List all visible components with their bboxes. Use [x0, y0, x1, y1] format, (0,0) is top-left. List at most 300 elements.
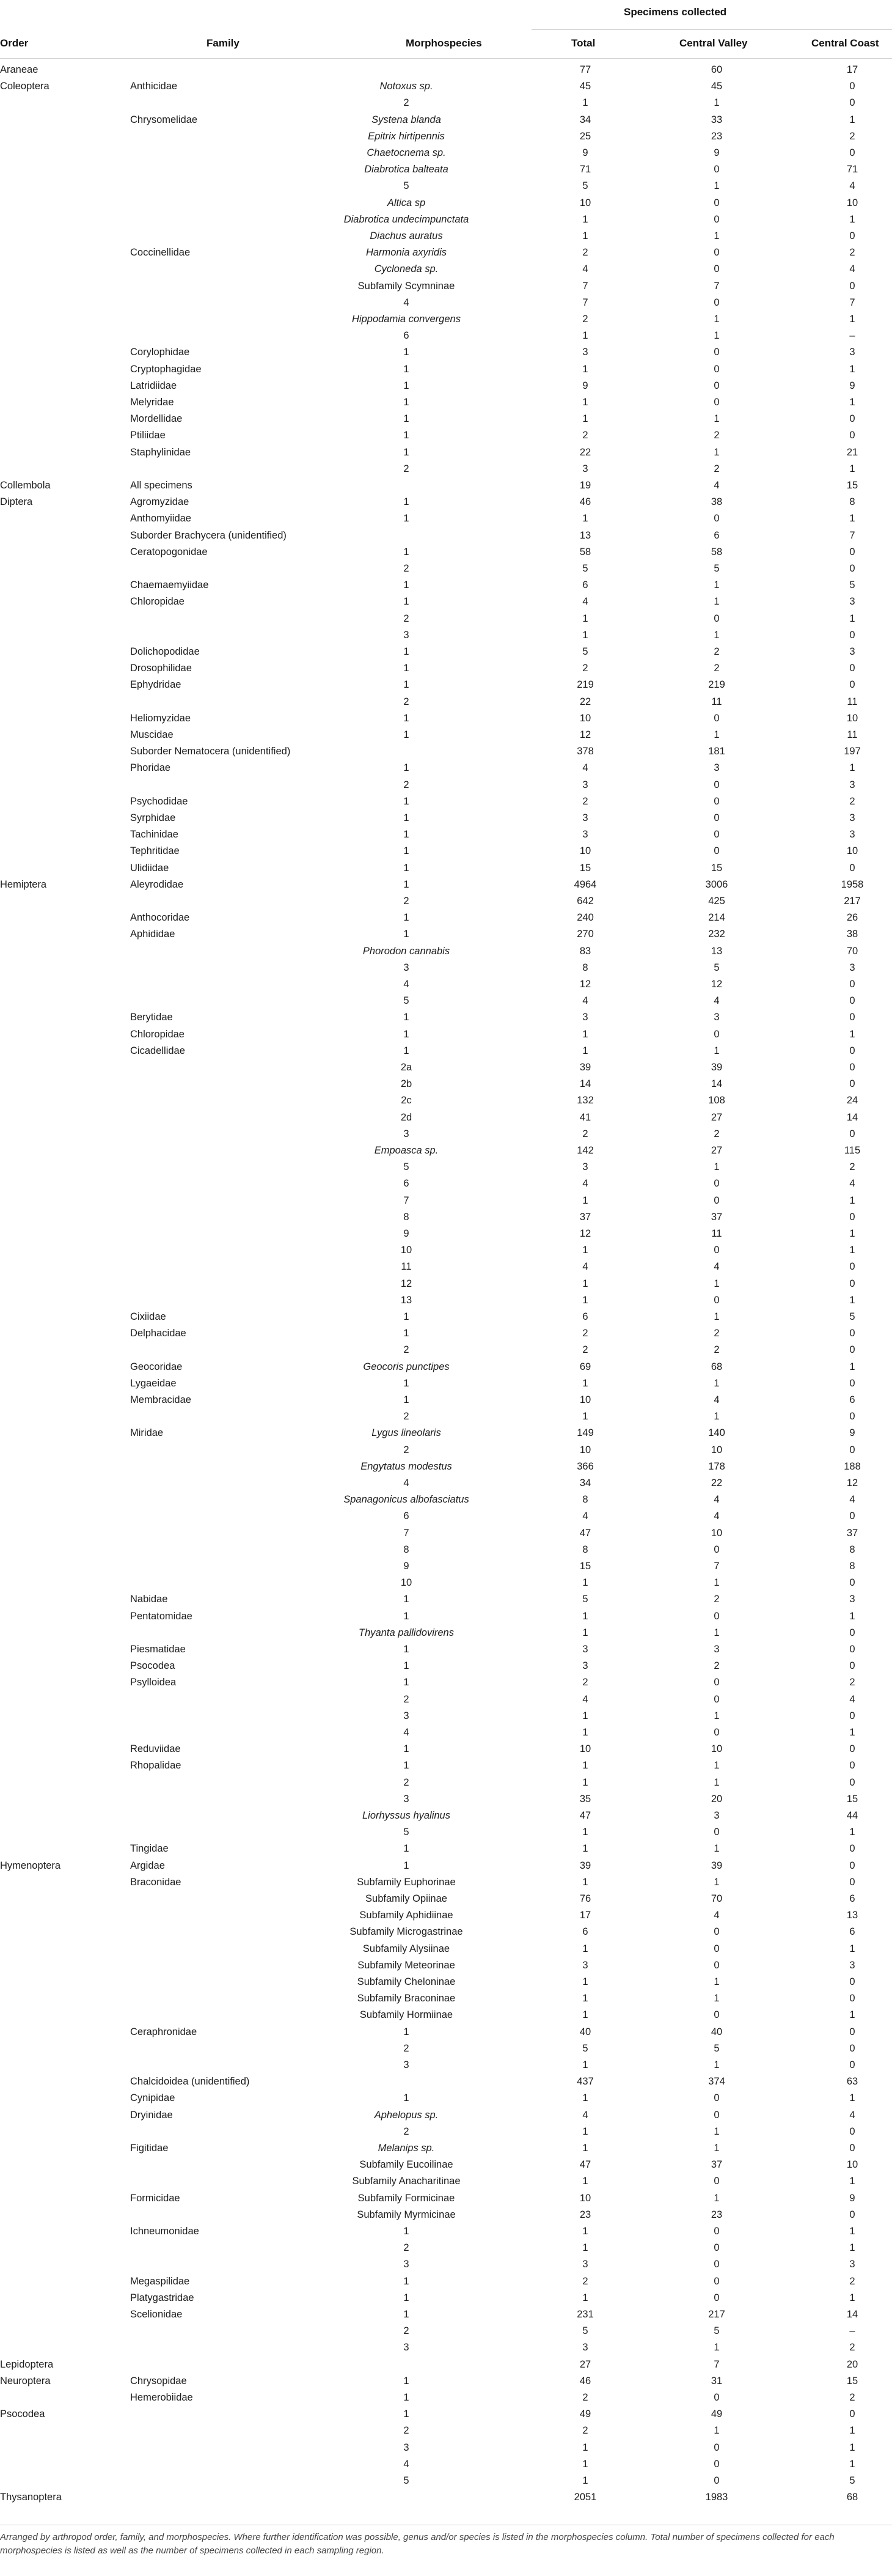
morphospecies-cell: Engytatus modestus: [360, 1460, 452, 1472]
total-cell: 5: [582, 2325, 588, 2337]
morphospecies-cell: 1: [403, 829, 409, 841]
family-cell: Formicidae: [130, 2192, 180, 2204]
central-valley-cell: 1: [714, 2342, 720, 2353]
morphospecies-cell: 1: [403, 663, 409, 674]
table-row: [0, 2406, 892, 2423]
header-bottom-rule: [0, 58, 892, 59]
order-cell: Hymenoptera: [0, 1860, 61, 1871]
table-row: [0, 1026, 892, 1043]
morphospecies-cell: 2d: [400, 1111, 412, 1123]
total-cell: 1: [582, 1727, 588, 1738]
total-cell: 3: [582, 829, 588, 841]
table-row: [0, 577, 892, 594]
morphospecies-cell: 3: [403, 629, 409, 641]
family-cell: Melyridae: [130, 397, 174, 408]
total-cell: 5: [582, 2042, 588, 2054]
total-cell: 10: [579, 2192, 591, 2204]
total-cell: 8: [582, 1494, 588, 1506]
total-cell: 378: [577, 746, 594, 757]
table-row: [0, 2074, 892, 2090]
family-cell: Dryinidae: [130, 2109, 173, 2121]
central-coast-cell: 0: [849, 546, 855, 558]
total-cell: 1: [582, 1610, 588, 1622]
central-valley-cell: 1: [714, 180, 720, 192]
table-row: [0, 1575, 892, 1591]
total-cell: 2: [582, 1328, 588, 1339]
central-coast-cell: 1: [849, 762, 855, 774]
central-coast-cell: 10: [846, 2159, 858, 2171]
total-cell: 41: [579, 1111, 591, 1123]
table-row: [0, 1841, 892, 1857]
central-valley-cell: 1: [714, 1760, 720, 1772]
central-coast-cell: 1: [849, 2092, 855, 2104]
central-coast-cell: 0: [849, 2409, 855, 2420]
central-coast-cell: 11: [847, 696, 858, 707]
total-cell: 27: [579, 2358, 591, 2370]
central-coast-cell: 0: [849, 1062, 855, 1073]
morphospecies-cell: Subfamily Braconinae: [357, 1993, 456, 2004]
total-cell: 1: [582, 1943, 588, 1954]
central-coast-cell: 4: [849, 180, 855, 192]
central-coast-cell: 0: [849, 979, 855, 990]
morphospecies-cell: 2: [403, 1776, 409, 1788]
central-coast-cell: 0: [849, 1760, 855, 1772]
central-valley-cell: 0: [714, 779, 720, 790]
table-row: [0, 810, 892, 826]
central-coast-cell: 0: [849, 1278, 855, 1289]
total-cell: 14: [579, 1078, 591, 1090]
total-cell: 39: [579, 1860, 591, 1871]
central-coast-cell: 2: [849, 1161, 855, 1173]
total-cell: 3: [582, 347, 588, 358]
central-valley-cell: 219: [708, 679, 725, 691]
morphospecies-cell: 8: [403, 1211, 409, 1223]
table-row: [0, 378, 892, 394]
central-valley-cell: 1: [714, 1161, 720, 1173]
central-coast-cell: 1: [849, 114, 855, 125]
central-coast-cell: 3: [849, 2259, 855, 2270]
morphospecies-cell: 2: [403, 2042, 409, 2054]
header-order: Order: [0, 37, 29, 49]
total-cell: 1: [582, 2125, 588, 2137]
table-row: [0, 1309, 892, 1325]
header-specimens-collected: Specimens collected: [624, 6, 727, 18]
table-row: [0, 2273, 892, 2290]
central-coast-cell: 1: [849, 2292, 855, 2303]
total-cell: 23: [579, 2209, 591, 2220]
morphospecies-cell: 1: [403, 496, 409, 508]
table-row: [0, 195, 892, 212]
table-row: [0, 2223, 892, 2240]
central-valley-cell: 23: [711, 2209, 723, 2220]
order-cell: Psocodea: [0, 2409, 45, 2420]
central-valley-cell: 0: [714, 164, 720, 175]
central-valley-cell: 1: [714, 314, 720, 325]
total-cell: 4: [582, 995, 588, 1007]
central-coast-cell: 13: [846, 1910, 858, 1921]
total-cell: 4: [582, 1511, 588, 1522]
morphospecies-cell: 1: [403, 929, 409, 940]
total-cell: 2: [582, 2425, 588, 2437]
central-valley-cell: 0: [714, 2292, 720, 2303]
central-coast-cell: 2: [849, 2392, 855, 2403]
morphospecies-cell: 1: [403, 2392, 409, 2403]
central-valley-cell: 1: [714, 1843, 720, 1855]
table-row: [0, 743, 892, 760]
total-cell: 4: [582, 1693, 588, 1705]
central-valley-cell: 1: [714, 1876, 720, 1888]
table-row: [0, 2423, 892, 2439]
central-valley-cell: 0: [714, 2475, 720, 2486]
total-cell: 1: [582, 1627, 588, 1638]
morphospecies-cell: Subfamily Anacharitinae: [352, 2176, 461, 2187]
total-cell: 1: [582, 2442, 588, 2453]
family-cell: Chalcidoidea (unidentified): [130, 2076, 250, 2088]
morphospecies-cell: 10: [400, 1577, 412, 1589]
table-row: [0, 245, 892, 261]
central-coast-cell: 1: [849, 2442, 855, 2453]
family-cell: Anthomyiidae: [130, 513, 191, 524]
central-coast-cell: 8: [849, 1561, 855, 1572]
table-row: [0, 1674, 892, 1691]
table-row: [0, 2124, 892, 2140]
header-morphospecies: Morphospecies: [406, 37, 482, 49]
total-cell: 34: [579, 1478, 591, 1489]
morphospecies-cell: Subfamily Cheloninae: [357, 1976, 456, 1987]
central-coast-cell: 37: [846, 1527, 858, 1539]
central-valley-cell: 1983: [705, 2492, 728, 2503]
central-valley-cell: 7: [714, 280, 720, 292]
central-coast-cell: 1: [849, 1194, 855, 1206]
central-coast-cell: 14: [846, 1111, 858, 1123]
morphospecies-cell: Geocoris punctipes: [363, 1361, 450, 1372]
central-coast-cell: 21: [846, 446, 858, 458]
morphospecies-cell: 1: [403, 347, 409, 358]
morphospecies-cell: 13: [400, 1294, 412, 1306]
central-valley-cell: 0: [714, 1294, 720, 1306]
morphospecies-cell: 2: [403, 563, 409, 574]
family-cell: Megaspilidae: [130, 2275, 190, 2287]
family-cell: Berytidae: [130, 1012, 173, 1023]
central-valley-cell: 38: [711, 496, 723, 508]
central-coast-cell: 0: [849, 1743, 855, 1755]
table-row: [0, 1209, 892, 1226]
central-coast-cell: 26: [846, 912, 858, 924]
family-cell: Chrysomelidae: [130, 114, 198, 125]
central-coast-cell: 6: [849, 1893, 855, 1904]
table-row: [0, 594, 892, 610]
total-cell: 4: [582, 263, 588, 275]
table-row: [0, 1425, 892, 1441]
table-row: [0, 2339, 892, 2356]
family-cell: Rhopalidae: [130, 1760, 181, 1772]
central-valley-cell: 3: [714, 762, 720, 774]
morphospecies-cell: Subfamily Aphidiinae: [359, 1910, 453, 1921]
total-cell: 1: [582, 1245, 588, 1256]
table-row: [0, 344, 892, 361]
total-cell: 2: [582, 247, 588, 259]
central-coast-cell: 217: [844, 896, 861, 907]
central-valley-cell: 11: [711, 696, 722, 707]
total-cell: 1: [582, 1045, 588, 1056]
table-row: [0, 1858, 892, 1874]
table-row: [0, 295, 892, 311]
central-valley-cell: 0: [714, 247, 720, 259]
family-cell: Miridae: [130, 1427, 164, 1439]
total-cell: 1: [582, 629, 588, 641]
table-row: [0, 361, 892, 378]
morphospecies-cell: 3: [403, 2059, 409, 2070]
central-valley-cell: 27: [711, 1145, 723, 1156]
central-valley-cell: 4: [714, 1261, 720, 1273]
total-cell: 1: [582, 97, 588, 109]
morphospecies-cell: 1: [403, 363, 409, 375]
central-valley-cell: 0: [714, 795, 720, 807]
table-row: [0, 1708, 892, 1724]
table-row: [0, 1508, 892, 1525]
family-cell: Drosophilidae: [130, 663, 192, 674]
central-valley-cell: 1: [714, 230, 720, 241]
central-coast-cell: 9: [849, 1427, 855, 1439]
table-row: [0, 228, 892, 245]
central-coast-cell: 0: [849, 2125, 855, 2137]
central-coast-cell: 0: [849, 1976, 855, 1987]
table-row: [0, 677, 892, 693]
total-cell: 3: [582, 1959, 588, 1971]
table-row: [0, 1292, 892, 1309]
table-row: [0, 727, 892, 743]
central-valley-cell: 0: [714, 1610, 720, 1622]
central-valley-cell: 2: [714, 663, 720, 674]
morphospecies-cell: 1: [403, 397, 409, 408]
total-cell: 219: [577, 679, 594, 691]
central-coast-cell: 1: [849, 2425, 855, 2437]
central-valley-cell: 3: [714, 1012, 720, 1023]
morphospecies-cell: 2: [403, 463, 409, 474]
central-coast-cell: 1: [849, 1361, 855, 1372]
central-valley-cell: 1: [714, 97, 720, 109]
central-valley-cell: 7: [714, 1561, 720, 1572]
header-total: Total: [571, 37, 596, 49]
central-valley-cell: 15: [711, 862, 723, 874]
family-cell: Cynipidae: [130, 2092, 175, 2104]
morphospecies-cell: 1: [403, 2226, 409, 2237]
central-valley-cell: 0: [714, 363, 720, 375]
total-cell: 1: [582, 1876, 588, 1888]
family-cell: Ephydridae: [130, 679, 181, 691]
central-coast-cell: 5: [849, 1311, 855, 1322]
central-coast-cell: 5: [849, 2475, 855, 2486]
total-cell: 22: [579, 446, 591, 458]
total-cell: 1: [582, 1760, 588, 1772]
table-row: [0, 2390, 892, 2406]
central-valley-cell: 1: [714, 629, 720, 641]
central-coast-cell: 1: [849, 1028, 855, 1040]
total-cell: 1: [582, 2458, 588, 2470]
central-coast-cell: 1: [849, 1228, 855, 1239]
table-row: [0, 1492, 892, 1508]
header-central-valley: Central Valley: [679, 37, 748, 49]
family-cell: Piesmatidae: [130, 1644, 186, 1655]
central-coast-cell: 0: [849, 663, 855, 674]
total-cell: 1: [582, 330, 588, 342]
central-coast-cell: 1: [849, 2458, 855, 2470]
total-cell: 10: [579, 197, 591, 208]
family-cell: Tingidae: [130, 1843, 169, 1855]
table-row: [0, 1907, 892, 1924]
central-valley-cell: 0: [714, 1194, 720, 1206]
morphospecies-cell: 1: [403, 912, 409, 924]
central-coast-cell: 0: [849, 1644, 855, 1655]
total-cell: 240: [577, 912, 594, 924]
morphospecies-cell: 2: [403, 2125, 409, 2137]
morphospecies-cell: Subfamily Scymninae: [357, 280, 455, 292]
morphospecies-cell: Phorodon cannabis: [362, 945, 450, 957]
central-coast-cell: 1: [849, 213, 855, 225]
central-valley-cell: 23: [711, 130, 723, 142]
total-cell: 12: [579, 1228, 591, 1239]
central-valley-cell: 0: [714, 263, 720, 275]
morphospecies-cell: 2a: [400, 1062, 412, 1073]
morphospecies-cell: 11: [401, 1261, 412, 1273]
central-coast-cell: 0: [849, 1012, 855, 1023]
central-valley-cell: 11: [711, 1228, 722, 1239]
central-coast-cell: 10: [846, 712, 858, 724]
morphospecies-cell: 1: [403, 1760, 409, 1772]
central-valley-cell: 40: [711, 2026, 723, 2037]
central-valley-cell: 0: [714, 2176, 720, 2187]
central-coast-cell: 4: [849, 1178, 855, 1190]
central-valley-cell: 10: [711, 1527, 723, 1539]
morphospecies-cell: Aphelopus sp.: [374, 2109, 439, 2121]
central-valley-cell: 1: [714, 1627, 720, 1638]
table-row: [0, 1193, 892, 1209]
morphospecies-cell: 3: [403, 1710, 409, 1721]
morphospecies-cell: 4: [403, 1478, 409, 1489]
table-row: [0, 2290, 892, 2306]
central-coast-cell: 0: [849, 1377, 855, 1389]
total-cell: 4: [582, 1261, 588, 1273]
total-cell: 1: [582, 1294, 588, 1306]
table-row: [0, 2440, 892, 2456]
morphospecies-cell: 8: [403, 1544, 409, 1555]
central-coast-cell: 8: [849, 1544, 855, 1555]
table-row: [0, 760, 892, 776]
central-coast-cell: 115: [844, 1145, 861, 1156]
central-valley-cell: 70: [711, 1893, 723, 1904]
morphospecies-cell: 1: [403, 1843, 409, 1855]
family-cell: Argidae: [130, 1860, 165, 1871]
total-cell: 1: [582, 213, 588, 225]
morphospecies-cell: 1: [403, 1644, 409, 1655]
order-cell: Thysanoptera: [0, 2492, 62, 2503]
total-cell: 5: [582, 1594, 588, 1605]
central-coast-cell: 0: [849, 862, 855, 874]
morphospecies-cell: Diabrotica balteata: [364, 164, 448, 175]
central-coast-cell: 10: [846, 845, 858, 857]
total-cell: 69: [579, 1361, 591, 1372]
central-valley-cell: 2: [714, 1344, 720, 1356]
central-valley-cell: 7: [714, 2358, 720, 2370]
morphospecies-cell: Systena blanda: [371, 114, 441, 125]
central-valley-cell: 4: [714, 1494, 720, 1506]
central-coast-cell: 2: [849, 2342, 855, 2353]
morphospecies-cell: Notoxus sp.: [379, 81, 433, 92]
central-coast-cell: 0: [849, 97, 855, 109]
central-coast-cell: –: [849, 330, 855, 342]
central-valley-cell: 68: [711, 1361, 723, 1372]
morphospecies-cell: 1: [403, 380, 409, 391]
total-cell: 4: [582, 1178, 588, 1190]
morphospecies-cell: 4: [403, 979, 409, 990]
central-coast-cell: 44: [846, 1810, 858, 1821]
family-cell: All specimens: [130, 480, 192, 491]
morphospecies-cell: Empoasca sp.: [374, 1145, 439, 1156]
table-row: [0, 1092, 892, 1109]
morphospecies-cell: 9: [403, 1228, 409, 1239]
central-valley-cell: 1: [714, 1411, 720, 1422]
morphospecies-cell: Subfamily Formicinae: [357, 2192, 455, 2204]
morphospecies-cell: Subfamily Opiinae: [365, 1893, 447, 1904]
central-coast-cell: 0: [849, 629, 855, 641]
central-coast-cell: 3: [849, 812, 855, 823]
morphospecies-cell: 2: [403, 2242, 409, 2254]
central-coast-cell: 0: [849, 2042, 855, 2054]
table-row: [0, 1775, 892, 1791]
morphospecies-cell: Lygus lineolaris: [371, 1427, 441, 1439]
central-coast-cell: 1: [849, 2226, 855, 2237]
central-coast-cell: 0: [849, 2143, 855, 2154]
table-row: [0, 777, 892, 793]
table-row: [0, 1342, 892, 1358]
central-valley-cell: 0: [714, 2442, 720, 2453]
table-row: [0, 1325, 892, 1342]
central-valley-cell: 1: [714, 580, 720, 591]
central-valley-cell: 0: [714, 1943, 720, 1954]
total-cell: 2051: [574, 2492, 597, 2503]
table-row: [0, 2256, 892, 2273]
central-valley-cell: 0: [714, 2392, 720, 2403]
morphospecies-cell: 1: [403, 430, 409, 441]
central-valley-cell: 5: [714, 962, 720, 973]
total-cell: 5: [582, 180, 588, 192]
central-valley-cell: 5: [714, 2042, 720, 2054]
morphospecies-cell: 1: [403, 1677, 409, 1688]
family-cell: Pentatomidae: [130, 1610, 192, 1622]
table-row: [0, 161, 892, 178]
central-coast-cell: 0: [849, 1577, 855, 1589]
central-valley-cell: 3: [714, 1810, 720, 1821]
table-row: [0, 112, 892, 128]
central-valley-cell: 1: [714, 1710, 720, 1721]
morphospecies-cell: 1: [403, 1594, 409, 1605]
total-cell: 1: [582, 230, 588, 241]
morphospecies-cell: 12: [400, 1278, 412, 1289]
total-cell: 12: [579, 979, 591, 990]
morphospecies-cell: 6: [403, 1511, 409, 1522]
central-valley-cell: 217: [708, 2309, 725, 2320]
total-cell: 17: [579, 1910, 591, 1921]
total-cell: 1: [582, 2143, 588, 2154]
central-coast-cell: 3: [849, 1959, 855, 1971]
morphospecies-cell: Epitrix hirtipennis: [368, 130, 445, 142]
central-valley-cell: 14: [711, 1078, 723, 1090]
morphospecies-cell: Subfamily Meteorinae: [357, 1959, 455, 1971]
total-cell: 9: [582, 147, 588, 158]
total-cell: 8: [582, 1544, 588, 1555]
morphospecies-cell: 2: [403, 97, 409, 109]
morphospecies-cell: 1: [403, 513, 409, 524]
